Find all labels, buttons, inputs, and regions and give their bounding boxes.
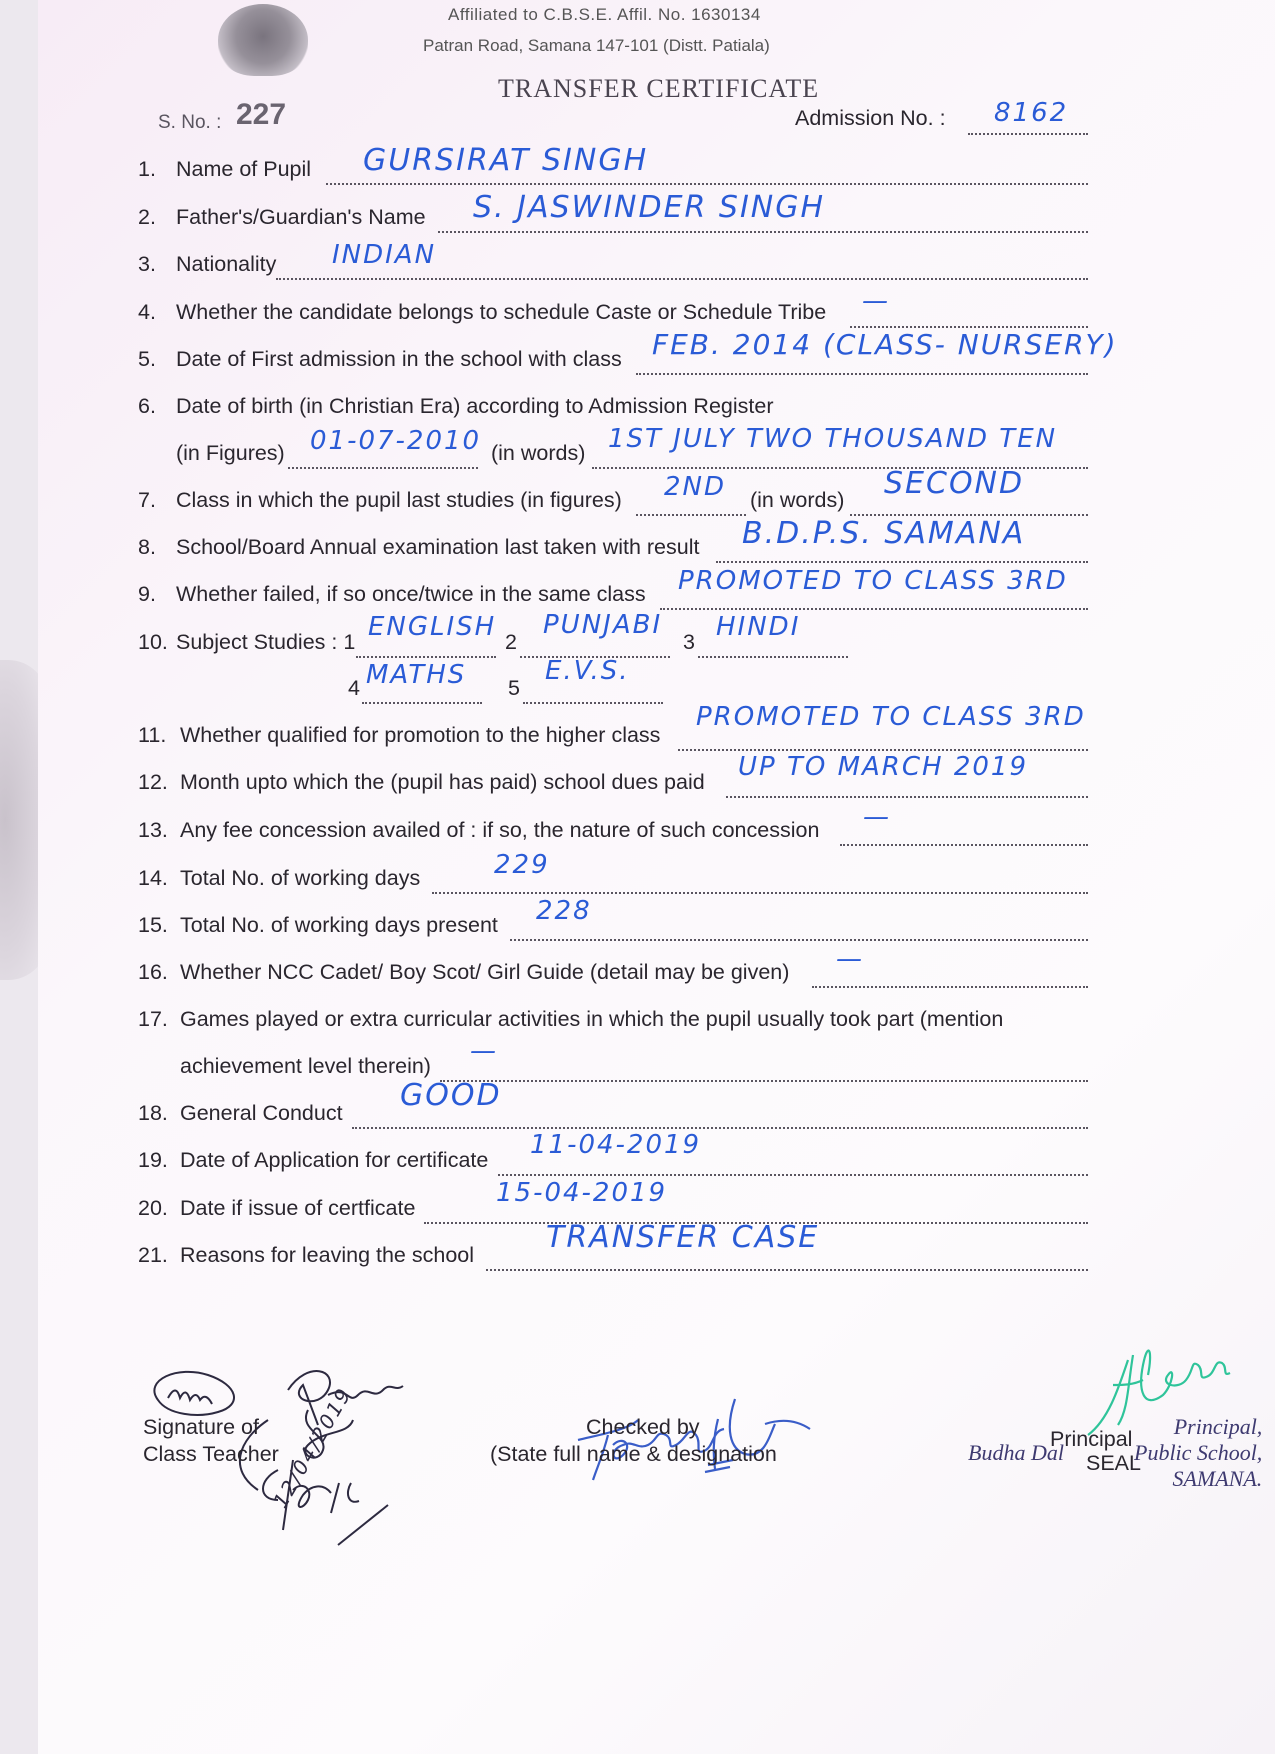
- address-line: Patran Road, Samana 147-101 (Distt. Patiala): [423, 36, 770, 55]
- signature-date: 12/04/2019: [268, 1382, 357, 1512]
- field-15-dots: [510, 939, 1088, 941]
- subject-1-value: ENGLISH: [368, 612, 497, 642]
- field-6-words-label: (in words): [491, 441, 586, 465]
- sno-value: 227: [236, 98, 287, 131]
- field-7-figures-dots: [636, 514, 746, 516]
- field-11-label: Whether qualified for promotion to the higher class: [180, 723, 661, 747]
- field-8-label: School/Board Annual examination last taken with result: [176, 535, 700, 559]
- subject-2-value: PUNJABI: [543, 610, 663, 640]
- field-12-num: 12.: [138, 770, 168, 794]
- field-8-value: B.D.P.S. SAMANA: [742, 516, 1026, 551]
- field-20-value: 15-04-2019: [496, 1178, 668, 1208]
- subject-5-dots: [523, 702, 663, 704]
- field-18-num: 18.: [138, 1101, 168, 1125]
- field-7-label: Class in which the pupil last studies (in figures): [176, 488, 622, 512]
- subject-4-num: 4: [348, 676, 360, 700]
- affiliation-line: Affiliated to C.B.S.E. Affil. No. 1630134: [448, 5, 761, 24]
- field-4-label: Whether the candidate belongs to schedule Caste or Schedule Tribe: [176, 300, 827, 324]
- field-14-value: 229: [494, 850, 550, 880]
- field-9-value: PROMOTED TO CLASS 3RD: [678, 566, 1068, 596]
- field-12-label: Month upto which the (pupil has paid) school dues paid: [180, 770, 705, 794]
- checked-by-sub: (State full name & designation: [490, 1442, 777, 1466]
- field-14-num: 14.: [138, 866, 168, 890]
- admission-label: Admission No. :: [795, 106, 946, 130]
- field-17-dots: [440, 1080, 1088, 1082]
- field-6-figures-label: (in Figures): [176, 441, 285, 465]
- field-1-num: 1.: [138, 157, 156, 181]
- field-5-label: Date of First admission in the school with class: [176, 347, 622, 371]
- field-6-label: Date of birth (in Christian Era) according to Admission Register: [176, 394, 774, 418]
- field-9-label: Whether failed, if so once/twice in the same class: [176, 582, 646, 606]
- field-9-dots: [660, 608, 1088, 610]
- field-3-value: INDIAN: [332, 240, 437, 270]
- field-1-dots: [326, 183, 1088, 185]
- field-2-dots: [438, 231, 1088, 233]
- field-4-value: —: [862, 286, 890, 316]
- field-6-figures-value: 01-07-2010: [310, 426, 482, 456]
- field-18-dots: [352, 1127, 1088, 1129]
- field-13-value: —: [863, 802, 891, 832]
- field-20-label: Date if issue of certficate: [180, 1196, 416, 1220]
- class-teacher-label: Signature of Class Teacher: [143, 1415, 279, 1466]
- field-17-num: 17.: [138, 1007, 168, 1031]
- principal-label: Principal: [1050, 1427, 1133, 1451]
- field-1-label: Name of Pupil: [176, 157, 312, 181]
- field-2-num: 2.: [138, 205, 156, 229]
- field-12-dots: [726, 796, 1088, 798]
- field-5-num: 5.: [138, 347, 156, 371]
- subject-3-value: HINDI: [716, 612, 801, 642]
- field-1-value: GURSIRAT SINGH: [363, 143, 649, 178]
- admission-dots: [968, 133, 1088, 135]
- field-19-value: 11-04-2019: [530, 1130, 702, 1160]
- admission-value: 8162: [994, 98, 1069, 128]
- field-5-value: FEB. 2014 (CLASS- NURSERY): [652, 328, 1118, 361]
- field-21-value: TRANSFER CASE: [546, 1220, 820, 1255]
- field-11-value: PROMOTED TO CLASS 3RD: [696, 702, 1086, 732]
- field-12-value: UP TO MARCH 2019: [738, 752, 1029, 782]
- field-14-label: Total No. of working days: [180, 866, 421, 890]
- field-14-dots: [432, 892, 1088, 894]
- checked-by-label: Checked by: [586, 1415, 700, 1439]
- stamp-right: Principal, Public School, SAMANA.: [1134, 1414, 1263, 1491]
- field-16-value: —: [836, 944, 864, 974]
- field-20-num: 20.: [138, 1196, 168, 1220]
- field-2-value: S. JASWINDER SINGH: [473, 190, 826, 225]
- transfer-certificate-page: [38, 0, 1275, 1754]
- field-6-words-value: 1ST JULY TWO THOUSAND TEN: [608, 424, 1058, 454]
- field-16-num: 16.: [138, 960, 168, 984]
- field-7-num: 7.: [138, 488, 156, 512]
- field-21-num: 21.: [138, 1243, 168, 1267]
- sno-label: S. No. :: [158, 112, 222, 133]
- field-10-label: Subject Studies : 1: [176, 630, 356, 654]
- certificate-title: TRANSFER CERTIFICATE: [498, 74, 820, 103]
- stamp-left: Budha Dal: [968, 1440, 1064, 1465]
- field-18-value: GOOD: [400, 1078, 502, 1113]
- field-21-label: Reasons for leaving the school: [180, 1243, 475, 1267]
- subject-2-num: 2: [505, 630, 517, 654]
- subject-5-num: 5: [508, 676, 520, 700]
- field-7-figures-value: 2ND: [664, 472, 727, 502]
- field-8-dots: [716, 561, 1088, 563]
- field-2-label: Father's/Guardian's Name: [176, 205, 426, 229]
- subject-3-dots: [698, 656, 848, 658]
- field-4-num: 4.: [138, 300, 156, 324]
- field-3-label: Nationality: [176, 252, 277, 276]
- field-11-dots: [678, 749, 1088, 751]
- field-10-num: 10.: [138, 630, 168, 654]
- field-18-label: General Conduct: [180, 1101, 343, 1125]
- subject-4-value: MATHS: [366, 660, 467, 690]
- field-11-num: 11.: [138, 723, 167, 747]
- field-7-words-value: SECOND: [884, 466, 1025, 501]
- field-9-num: 9.: [138, 582, 156, 606]
- field-19-label: Date of Application for certificate: [180, 1148, 489, 1172]
- field-17-label-cont: achievement level therein): [180, 1054, 431, 1078]
- field-16-label: Whether NCC Cadet/ Boy Scot/ Girl Guide (detail may be given): [180, 960, 790, 984]
- field-17-label: Games played or extra curricular activities in which the pupil usually took part (mention: [180, 1007, 1004, 1031]
- field-5-dots: [636, 373, 1088, 375]
- field-13-dots: [840, 844, 1088, 846]
- field-21-dots: [486, 1269, 1088, 1271]
- field-16-dots: [812, 986, 1088, 988]
- field-19-num: 19.: [138, 1148, 168, 1172]
- seal-label: SEAL: [1086, 1451, 1141, 1475]
- field-7-words-label: (in words): [750, 488, 845, 512]
- field-13-num: 13.: [138, 818, 168, 842]
- field-15-label: Total No. of working days present: [180, 913, 498, 937]
- subject-1-dots: [356, 656, 496, 658]
- subject-4-dots: [362, 702, 482, 704]
- field-13-label: Any fee concession availed of : if so, the nature of such concession: [180, 818, 820, 842]
- field-17-value: —: [470, 1036, 498, 1066]
- field-6-figures-dots: [288, 467, 478, 469]
- field-3-num: 3.: [138, 252, 156, 276]
- subject-3-num: 3: [683, 630, 695, 654]
- field-15-value: 228: [536, 896, 592, 926]
- school-emblem-logo: [218, 4, 308, 76]
- field-3-dots: [276, 278, 1088, 280]
- field-6-num: 6.: [138, 394, 156, 418]
- subject-5-value: E.V.S.: [545, 656, 630, 686]
- field-8-num: 8.: [138, 535, 156, 559]
- field-19-dots: [498, 1174, 1088, 1176]
- field-15-num: 15.: [138, 913, 168, 937]
